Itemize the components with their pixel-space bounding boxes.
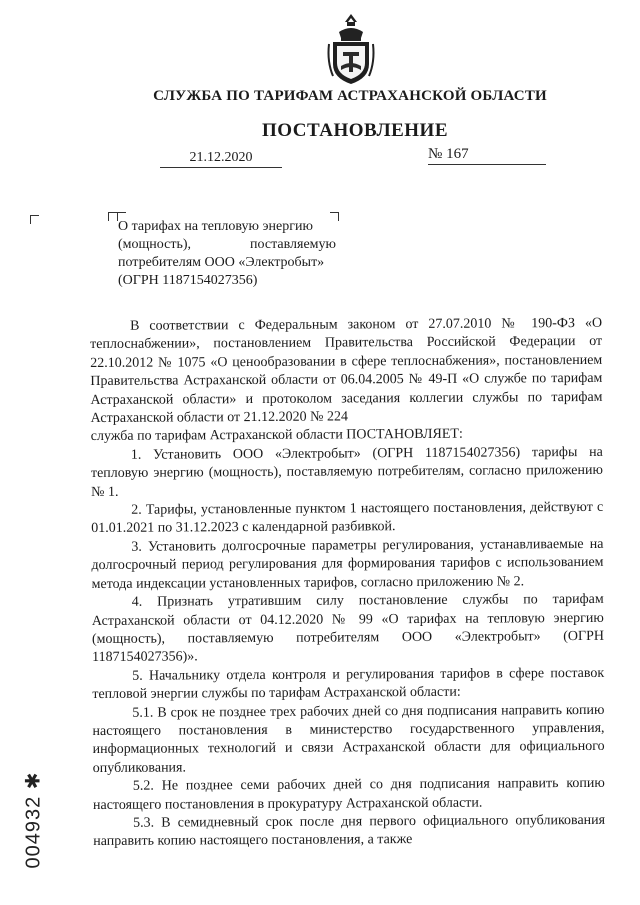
- subject-line-4: (ОГРН 1187154027356): [118, 273, 258, 288]
- subject-line-2: [118, 236, 336, 254]
- subject-corner-left: [108, 212, 117, 221]
- preamble-paragraph: В соответствии с Федеральным законом от 27.07.2010 № 190-ФЗ «О теплоснабжении», постановлением Правительства Российской Федерации от 22.10.2012 № 1075 «О ценообразовании в сфере теплоснабжения», постановлением Правительства Астраханской области от 06.04.2005 № 49-П «О службе по тарифам Астраханской области» и протоколом заседания коллегии службы по тарифам Астраханской области от 21.12.2020 № 224: [90, 315, 603, 427]
- clause-5: 5. Начальнику отдела контроля и регулирования тарифов в сфере поставок тепловой энергии службы по тарифам Астраханской области:: [92, 665, 605, 703]
- document-type-title: ПОСТАНОВЛЕНИЕ: [261, 120, 449, 141]
- clause-2: 2. Тарифы, установленные пунктом 1 настоящего постановления, действуют с 01.01.2021 по 31.12.2023 с календарной разбивкой.: [91, 499, 604, 537]
- coat-of-arms-icon: [325, 12, 377, 88]
- corner-mark-left: [30, 215, 39, 224]
- document-subject: [118, 218, 336, 290]
- document-number-field: [428, 146, 546, 165]
- number-sign: №: [428, 146, 443, 162]
- subject-line-1: О тарифах на тепловую энергию: [118, 219, 313, 234]
- subject-line-2-part-b: поставляемую: [250, 237, 336, 252]
- document-number: 167: [446, 146, 469, 162]
- subject-line-2-part-a: (мощность),: [118, 237, 192, 252]
- clause-5-1: 5.1. В срок не позднее трех рабочих дней со дня подписания направить копию настоящего постановления в министерство государственного управления, информационных технологий и связи Астраханской области для официального опубликования.: [92, 702, 605, 776]
- clause-3: 3. Установить долгосрочные параметры регулирования, устанавливаемые на долгосрочный период регулирования для формирования тарифов с использованием метода индексации установленных тарифов, согласно приложению № 2.: [91, 536, 604, 592]
- clause-4: 4. Признать утратившим силу постановление службы по тарифам Астраханской области от 04.12.2020 № 99 «О тарифах на тепловую энергию (мощность), поставляемую потребителям ООО «Электробыт» (ОГРН 1187154027356)».: [91, 591, 604, 666]
- side-stamp-number: 004932 ✱: [22, 771, 45, 869]
- clause-1: 1. Установить ООО «Электробыт» (ОГРН 1187154027356) тарифы на тепловую энергию (мощность), поставляемую потребителям, согласно приложению № 1.: [90, 444, 603, 500]
- document-body: [90, 315, 605, 852]
- subject-line-3: потребителям ООО «Электробыт»: [118, 255, 325, 270]
- clause-5-3: 5.3. В семидневный срок после дня первого официального опубликования направить копию настоящего постановления, а также: [93, 812, 606, 850]
- organization-name: СЛУЖБА ПО ТАРИФАМ АСТРАХАНСКОЙ ОБЛАСТИ: [153, 88, 547, 104]
- clause-5-2: 5.2. Не позднее семи рабочих дней со дня подписания направить копию настоящего постановления в прокуратуру Астраханской области.: [92, 776, 605, 813]
- side-registration-stamp: [22, 755, 44, 885]
- decree-line: служба по тарифам Астраханской области ПОСТАНОВЛЯЕТ:: [90, 427, 463, 445]
- document-date: 21.12.2020: [160, 150, 282, 168]
